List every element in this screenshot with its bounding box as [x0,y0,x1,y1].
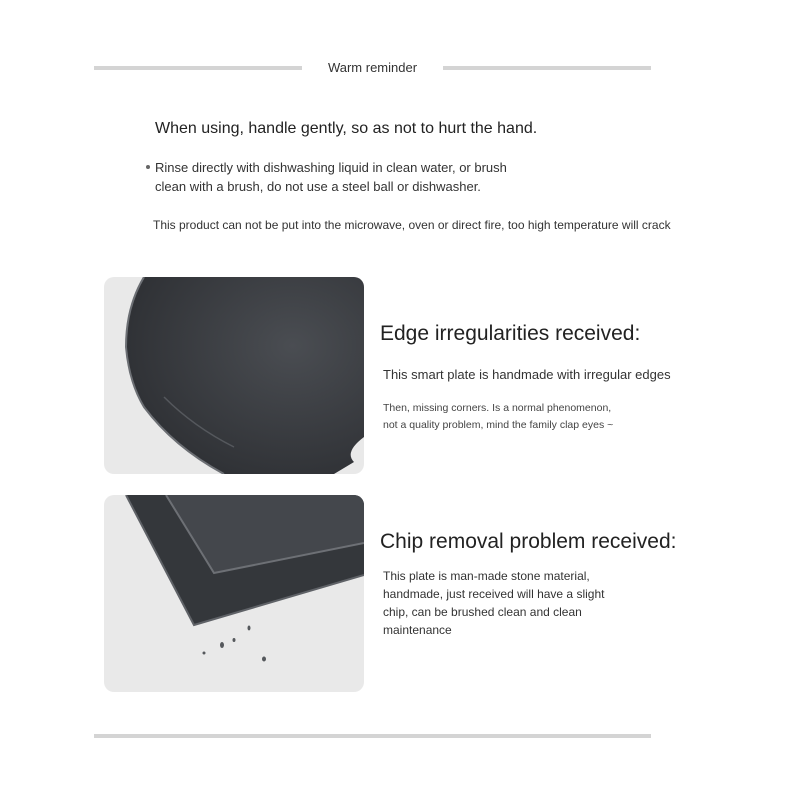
section-heading: Warm reminder [327,60,418,75]
bottom-rule [94,734,651,738]
top-rule-left [94,66,302,70]
round-slate-plate-image [104,277,364,474]
chip-removal-title: Chip removal problem received: [380,530,677,553]
rinse-instructions-text: Rinse directly with dishwashing liquid in clean water, or brush clean with a brush, do not use a steel ball or dishwasher. [155,160,507,194]
heat-warning-text: This product can not be put into the microwave, oven or direct fire, too high temperature will crack [153,218,671,232]
chip-removal-body: This plate is man-made stone material, handmade, just received will have a slight chip, can be brushed clean and clean maintenance [383,569,605,637]
edge-irregularities-title: Edge irregularities received: [380,322,641,345]
bullet-icon [146,165,150,169]
edge-irregularities-note: Then, missing corners. Is a normal phenomenon, not a quality problem, mind the family clap eyes ~ [383,402,614,431]
square-slate-plates-image [104,495,364,692]
top-rule-right [443,66,651,70]
edge-irregularities-subtitle: This smart plate is handmade with irregular edges [383,367,671,382]
handle-gently-text: When using, handle gently, so as not to hurt the hand. [155,120,538,137]
